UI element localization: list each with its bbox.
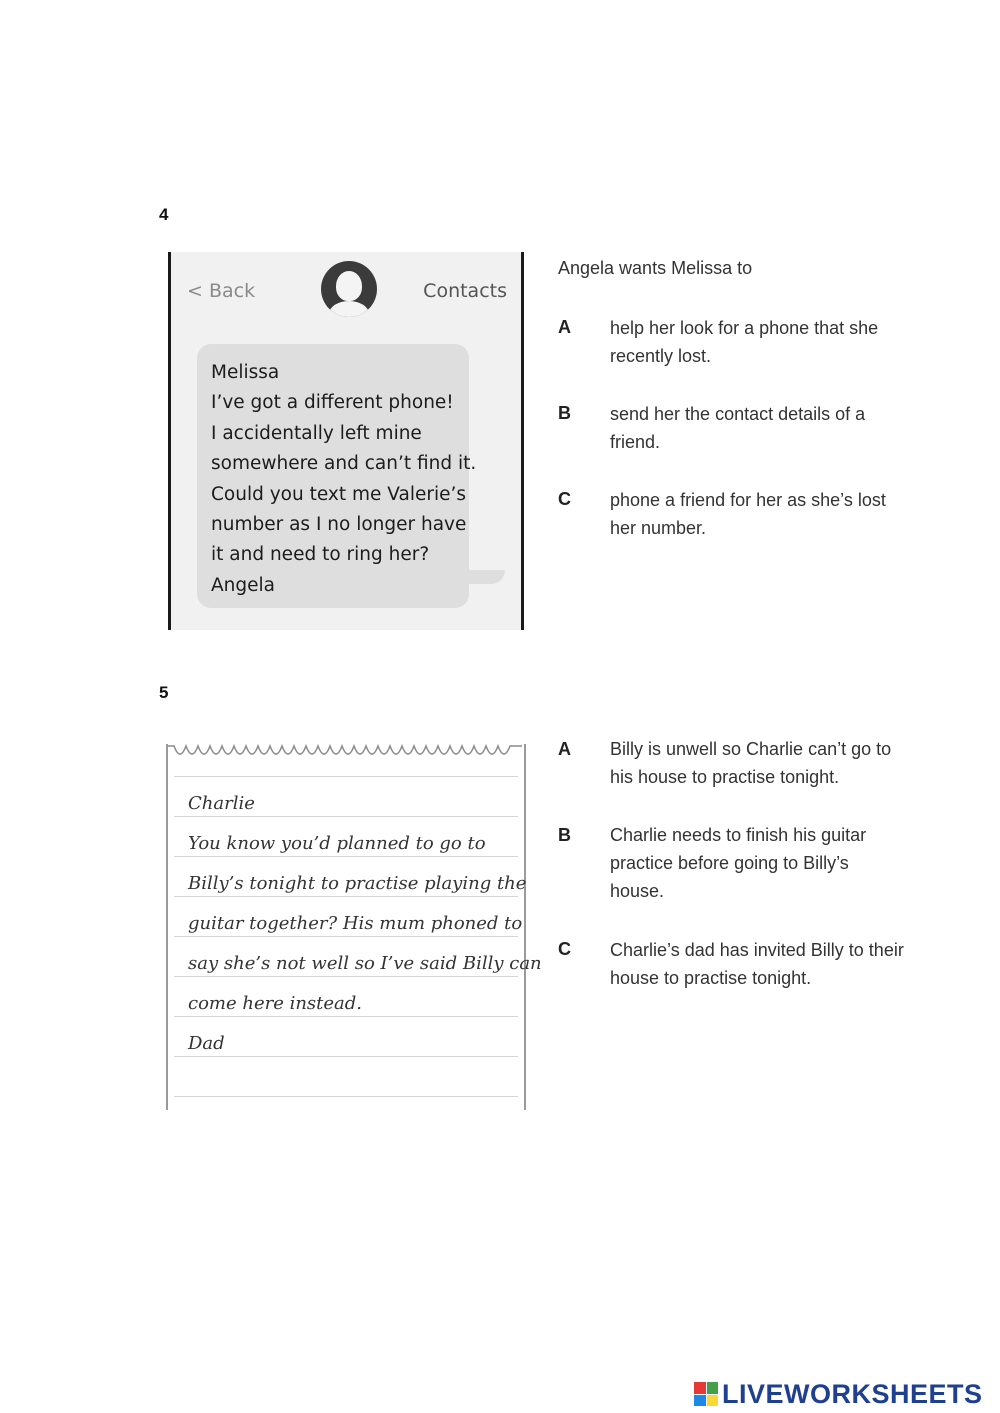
note-line-text: Charlie	[188, 793, 255, 814]
option-letter: A	[558, 317, 571, 337]
note-scalloped-edge	[166, 742, 526, 766]
question-prompt: Angela wants Melissa to	[558, 258, 753, 278]
note-line-text: Dad	[188, 1033, 225, 1054]
message-line: Melissa	[211, 362, 280, 383]
message-bubble	[197, 344, 477, 608]
note-line-text: come here instead.	[188, 993, 363, 1014]
option-b-text[interactable]: send her the contact details of a friend.	[610, 404, 866, 452]
message-line: somewhere and can’t find it.	[211, 453, 477, 475]
contact-avatar-icon	[321, 261, 377, 317]
contacts-link: Contacts	[423, 280, 507, 302]
question-number: 5	[159, 683, 169, 702]
option-letter: B	[558, 825, 571, 845]
option-a-text[interactable]: Billy is unwell so Charlie can’t go to his house to practise tonight.	[610, 739, 892, 787]
message-line: I’ve got a different phone!	[211, 392, 454, 414]
note-text	[188, 784, 542, 1064]
option-letter: B	[558, 403, 571, 423]
liveworksheets-logo[interactable]	[694, 1378, 983, 1410]
option-a-text[interactable]: help her look for a phone that she recently lost.	[610, 318, 879, 366]
note-line-text: say she’s not well so I’ve said Billy can	[188, 953, 542, 974]
bubble-tail	[465, 570, 505, 584]
note-line-text: You know you’d planned to go to	[188, 833, 486, 854]
phone-screen	[168, 252, 524, 630]
option-b-text[interactable]: Charlie needs to finish his guitar practice before going to Billy’s house.	[610, 825, 867, 901]
logo-text: LIVEWORKSHEETS	[722, 1378, 983, 1409]
option-letter: C	[558, 489, 571, 509]
message-line: it and need to ring her?	[211, 544, 430, 566]
option-letter: A	[558, 739, 571, 759]
logo-badge-icon	[694, 1382, 718, 1406]
message-line: number as I no longer have	[211, 514, 467, 536]
message-line: I accidentally left mine	[211, 422, 422, 444]
question-number: 4	[159, 205, 169, 224]
note-line-text: Billy’s tonight to practise playing the	[188, 873, 527, 894]
handwritten-note	[166, 744, 542, 1110]
option-c-text[interactable]: Charlie’s dad has invited Billy to their house to practise tonight.	[610, 940, 904, 988]
back-link: < Back	[187, 280, 256, 302]
message-line: Could you text me Valerie’s	[211, 483, 466, 505]
option-c-text[interactable]: phone a friend for her as she’s lost her number.	[610, 490, 886, 538]
option-letter: C	[558, 939, 571, 959]
message-line: Angela	[211, 574, 275, 596]
note-line-text: guitar together? His mum phoned to	[188, 913, 523, 934]
